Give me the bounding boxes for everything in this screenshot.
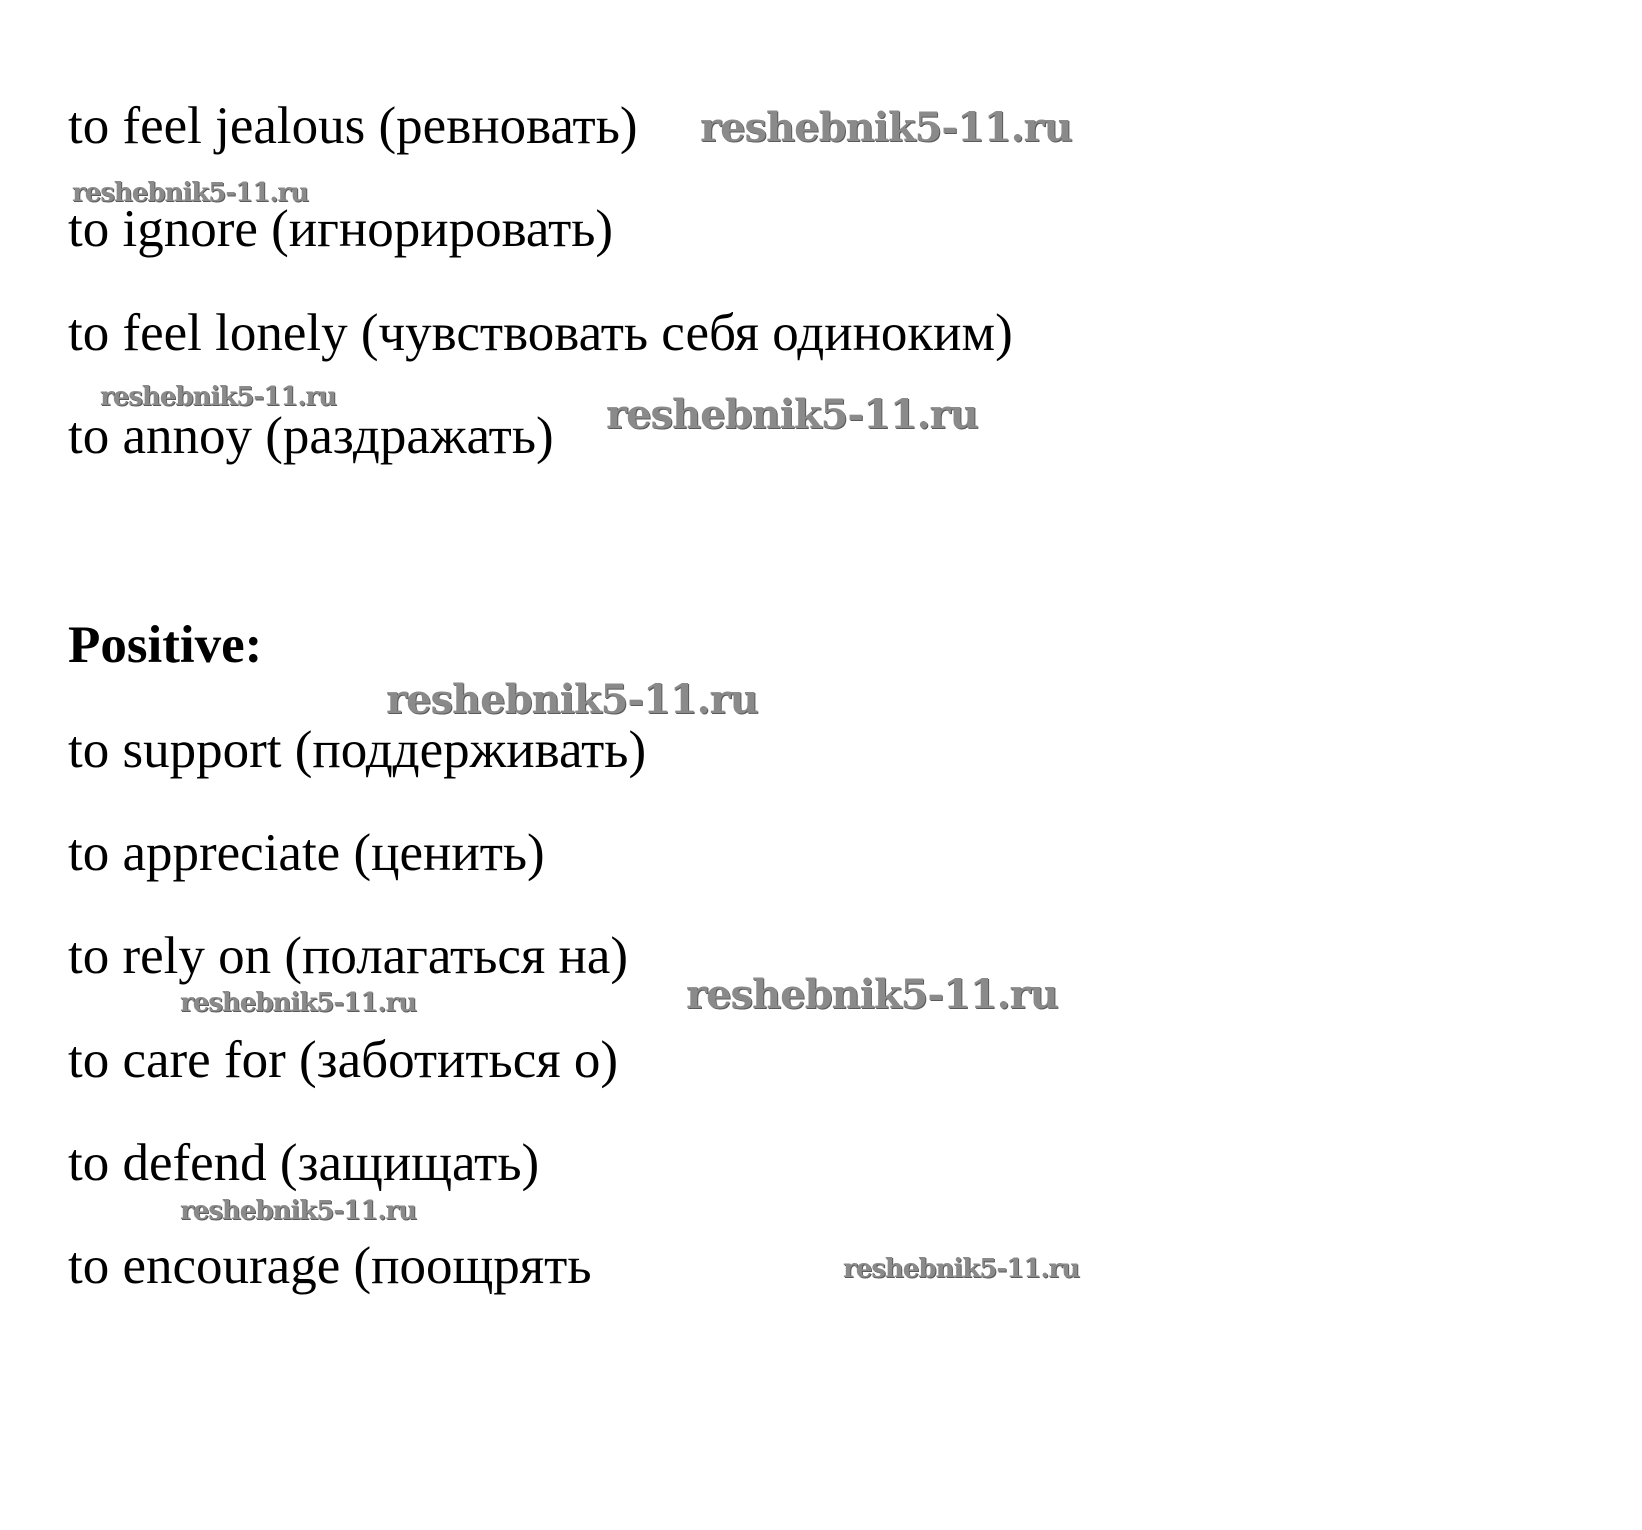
vocab-item: to annoy (раздражать) <box>68 407 554 465</box>
watermark: reshebnik5-11.ru <box>180 1196 417 1226</box>
vocab-item: to support (поддерживать) <box>68 721 647 779</box>
watermark: reshebnik5-11.ru <box>180 988 417 1018</box>
section-heading-positive: Positive: <box>68 616 263 674</box>
vocab-item: to ignore (игнорировать) <box>68 200 614 258</box>
watermark: reshebnik5-11.ru <box>686 971 1058 1018</box>
vocab-item: to care for (заботиться о) <box>68 1031 619 1089</box>
vocab-item: to feel lonely (чувствовать себя одиноким) <box>68 304 1013 362</box>
watermark: reshebnik5-11.ru <box>843 1254 1080 1284</box>
watermark: reshebnik5-11.ru <box>100 382 337 412</box>
vocab-item: to encourage (поощрять <box>68 1237 592 1295</box>
watermark: reshebnik5-11.ru <box>606 391 978 438</box>
vocab-item: to defend (защищать) <box>68 1134 540 1192</box>
vocab-item: to rely on (полагаться на) <box>68 927 629 985</box>
vocab-item: to appreciate (ценить) <box>68 824 545 882</box>
watermark: reshebnik5-11.ru <box>386 676 758 723</box>
watermark: reshebnik5-11.ru <box>72 178 309 208</box>
vocab-item: to feel jealous (ревновать) <box>68 97 638 155</box>
watermark: reshebnik5-11.ru <box>700 104 1072 151</box>
